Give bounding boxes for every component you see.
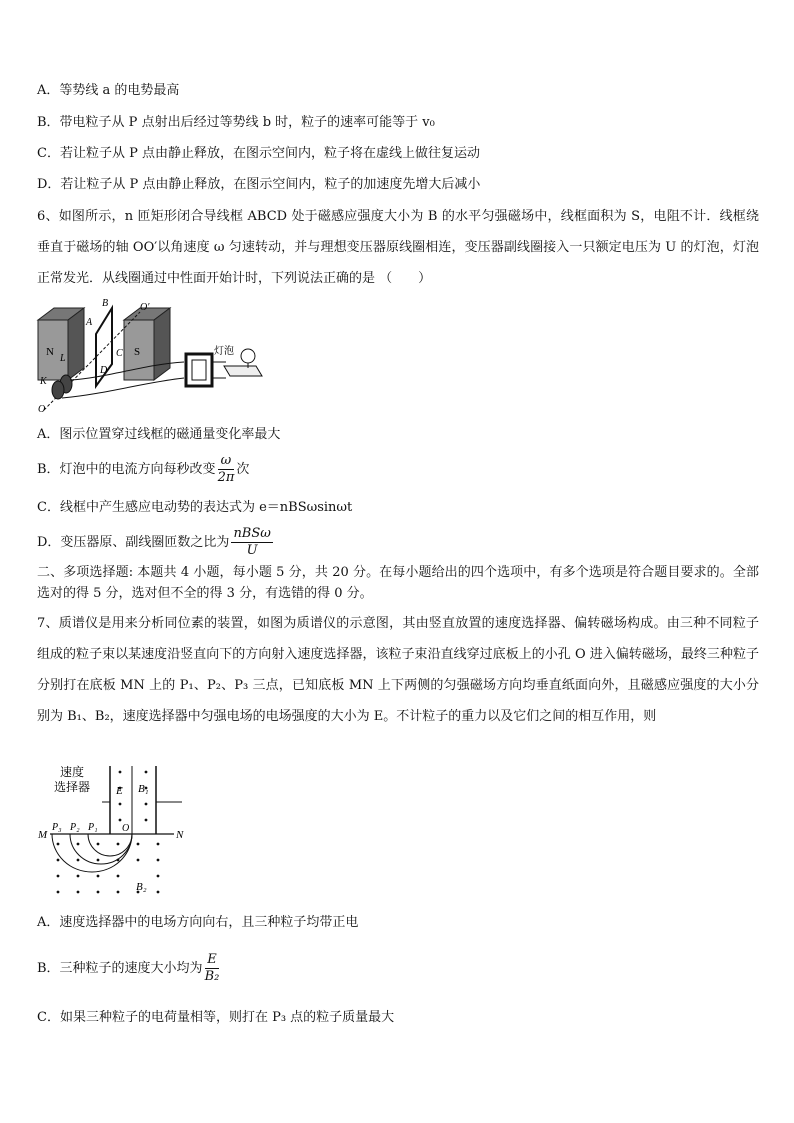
label-k: K xyxy=(40,376,47,387)
label-b: B xyxy=(102,298,109,309)
q7-option-a: A．速度选择器中的电场方向向右，且三种粒子均带正电 xyxy=(37,915,359,930)
q5-option-c: C．若让粒子从 P 点由静止释放，在图示空间内，粒子将在虚线上做往复运动 xyxy=(37,146,480,161)
q6-option-c: C．线框中产生感应电动势的表达式为 e＝nBSωsinωt xyxy=(37,500,353,515)
label-o: O xyxy=(122,823,130,834)
label-b1: B₁ xyxy=(138,783,149,795)
fraction-omega-2pi: $\frac{\omega}{2\pi}$ xyxy=(217,453,235,485)
label-n: N xyxy=(176,829,184,841)
q5-option-b: B．带电粒子从 P 点射出后经过等势线 b 时，粒子的速率可能等于 v₀ xyxy=(37,115,435,130)
q6-option-b xyxy=(37,453,758,487)
label-o: O xyxy=(38,404,46,415)
generator-transformer-figure xyxy=(36,298,264,416)
label-p1: P₁ xyxy=(88,822,98,833)
fraction-e-b2: $\frac{E}{\text{B₂}}$ xyxy=(204,952,220,984)
q6-stem: 6、如图所示，n 匝矩形闭合导线框 ABCD 处于磁感应强度大小为 B 的水平匀强磁场中，线框面积为 S，电阻不计．线框绕垂直于磁场的轴 OO′以角速度 ω 匀速转动，并与理想变压器原线圈相连，变压器副线圈接入一只额定电压为 U 的灯泡，灯泡正常发光．从线圈通过中性面开始计时，下列说法正确的是 （ ） xyxy=(37,209,759,286)
label-e: E xyxy=(116,785,123,797)
label-velocity: 速度 xyxy=(60,765,85,779)
section-2-heading: 二、多项选择题: 本题共 4 小题，每小题 5 分，共 20 分。在每小题给出的四个选项中，有多个选项是符合题目要求的。全部选对的得 5 分，选对但不全的得 3 分，有选错的得 0 分。 xyxy=(37,565,759,601)
label-n: N xyxy=(46,346,54,358)
label-p2: P₂ xyxy=(70,822,80,833)
q6-option-d-text: D．变压器原、副线圈匝数之比为 xyxy=(37,535,230,550)
label-lamp: 灯泡 xyxy=(214,346,234,357)
q7-option-b-text: B．三种粒子的速度大小均为 xyxy=(37,961,203,976)
mass-spectrometer-figure xyxy=(36,764,186,902)
label-d: D xyxy=(100,365,108,376)
q6-option-b-suffix: 次 xyxy=(236,462,250,477)
label-o-prime: O′ xyxy=(140,302,150,313)
q5-option-a: A．等势线 a 的电势最高 xyxy=(37,83,180,98)
label-s: S xyxy=(134,346,141,358)
q6-option-a: A．图示位置穿过线框的磁通量变化率最大 xyxy=(37,427,281,442)
label-l: L xyxy=(60,353,66,364)
fraction-nbsw-u: $\frac{\text{nBSω}}{U}$ xyxy=(233,526,271,558)
label-c: C xyxy=(116,348,123,359)
q6-option-b-text: B．灯泡中的电流方向每秒改变 xyxy=(37,462,216,477)
label-m: M xyxy=(38,829,48,841)
label-b2: B₂ xyxy=(136,881,147,893)
q7-option-b xyxy=(37,952,758,986)
label-selector: 选择器 xyxy=(54,780,91,794)
q6-option-d xyxy=(37,526,758,560)
q7-stem: 7、质谱仪是用来分析同位素的装置，如图为质谱仪的示意图，其由竖直放置的速度选择器、偏转磁场构成。由三种不同粒子组成的粒子束以某速度沿竖直向下的方向射入速度选择器，该粒子束沿直线穿过底板上的小孔 O 进入偏转磁场，最终三种粒子分别打在底板 MN 上的 P₁、P₂、P₃ 三点，已知底板 MN 上下两侧的匀强磁场方向均垂直纸面向外，且磁感应强度的大小分别为 B₁、B₂，速度选择器中匀强电场的电场强度的大小为 E。不计粒子的重力以及它们之间的相互作用，则 xyxy=(37,616,759,724)
q5-option-d: D．若让粒子从 P 点由静止释放，在图示空间内，粒子的加速度先增大后减小 xyxy=(37,177,481,192)
q7-option-c: C．如果三种粒子的电荷量相等，则打在 P₃ 点的粒子质量最大 xyxy=(37,1010,395,1025)
label-a: A xyxy=(86,317,93,328)
label-p3: P₃ xyxy=(52,822,62,833)
